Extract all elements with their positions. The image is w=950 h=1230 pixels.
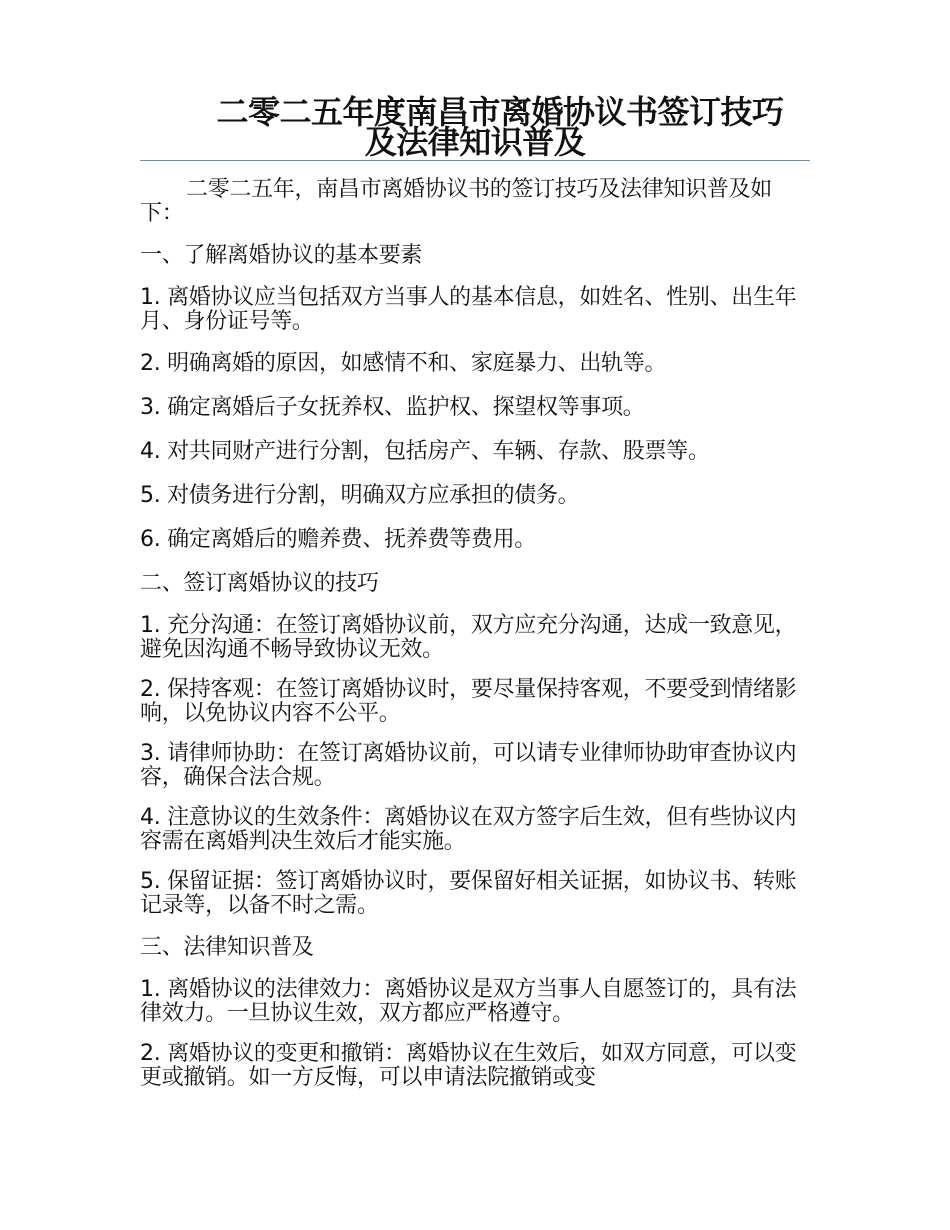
title-line-1: 二零二五年度南昌市离婚协议书签订技巧 xyxy=(216,93,784,131)
section-1-item-1: 1. 离婚协议应当包括双方当事人的基本信息，如姓名、性别、出生年月、身份证号等。 xyxy=(140,285,797,334)
section-2-item-1: 1. 充分沟通：在签订离婚协议前，双方应充分沟通，达成一致意见，避免因沟通不畅导致协议无效。 xyxy=(140,613,797,662)
section-3-item-1: 1. 离婚协议的法律效力：离婚协议是双方当事人自愿签订的，具有法律效力。一旦协议生效，双方都应严格遵守。 xyxy=(140,977,797,1026)
document-title xyxy=(140,93,810,161)
section-1-item-4: 4. 对共同财产进行分割，包括房产、车辆、存款、股票等。 xyxy=(140,439,710,464)
section-2-item-4: 4. 注意协议的生效条件：离婚协议在双方签字后生效，但有些协议内容需在离婚判决生效后才能实施。 xyxy=(140,805,797,854)
section-2-item-2: 2. 保持客观：在签订离婚协议时，要尽量保持客观，不要受到情绪影响，以免协议内容不公平。 xyxy=(140,677,797,726)
section-2-item-5: 5. 保留证据：签订离婚协议时，要保留好相关证据，如协议书、转账记录等，以备不时之需。 xyxy=(140,869,797,918)
section-1-item-6: 6. 确定离婚后的赡养费、抚养费等费用。 xyxy=(140,527,536,552)
intro-paragraph: 二零二五年，南昌市离婚协议书的签订技巧及法律知识普及如下： xyxy=(140,177,772,226)
section-1-item-2: 2. 明确离婚的原因，如感情不和、家庭暴力、出轨等。 xyxy=(140,351,667,376)
section-1-item-3: 3. 确定离婚后子女抚养权、监护权、探望权等事项。 xyxy=(140,395,645,420)
section-3-item-2: 2. 离婚协议的变更和撤销：离婚协议在生效后，如双方同意，可以变更或撤销。如一方反悔，可以申请法院撤销或变 xyxy=(140,1042,797,1090)
section-2-item-3: 3. 请律师协助：在签订离婚协议前，可以请专业律师协助审查协议内容，确保合法合规。 xyxy=(140,741,797,790)
section-1-item-5: 5. 对债务进行分割，明确双方应承担的债务。 xyxy=(140,483,580,508)
section-2-heading: 二、签订离婚协议的技巧 xyxy=(140,571,379,596)
document-body xyxy=(140,178,810,1106)
section-3-heading: 三、法律知识普及 xyxy=(140,935,314,960)
title-divider xyxy=(140,160,810,161)
title-line-2: 及法律知识普及 xyxy=(364,123,586,161)
section-1-heading: 一、了解离婚协议的基本要素 xyxy=(140,243,423,268)
